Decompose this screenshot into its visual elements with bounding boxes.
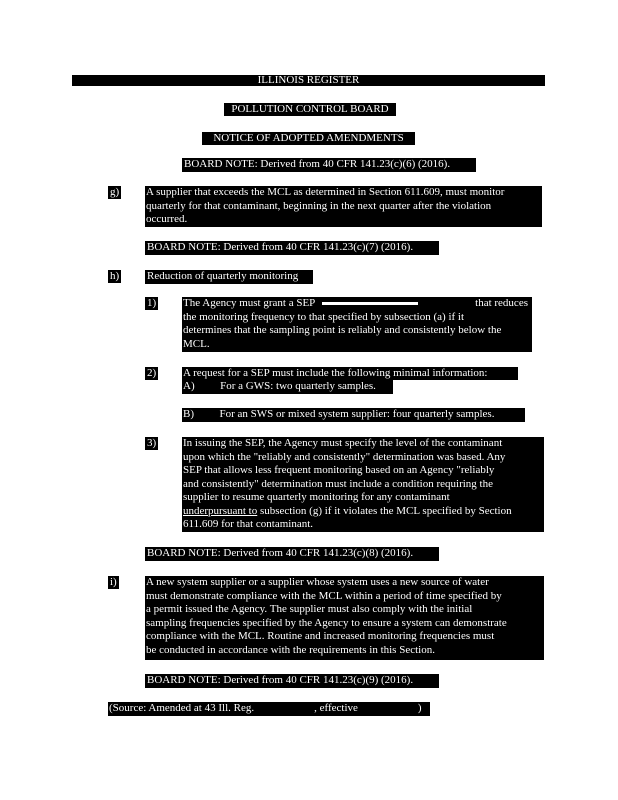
redaction-mark: [322, 302, 418, 305]
notice-title: NOTICE OF ADOPTED AMENDMENTS: [202, 132, 415, 145]
item-h2-label: 2): [147, 367, 157, 379]
source-note: (Source: Amended at 43 Ill. Reg. , effective ): [108, 702, 430, 716]
board-title: POLLUTION CONTROL BOARD: [224, 103, 396, 116]
item-h2-b: B) For an SWS or mixed system supplier: four quarterly samples.: [182, 408, 525, 422]
register-title: ILLINOIS REGISTER: [257, 74, 360, 86]
item-g-text: A supplier that exceeds the MCL as determined in Section 611.609, must monitor quarterly for that contaminant, beginning in the next quarter after the violation occurred.: [145, 186, 542, 227]
item-h1-text: The Agency must grant a SEP that reduces the monitoring frequency to that specified by subsection (a) if it determines that the sampling point is reliably and consistently below the MCL.: [182, 297, 532, 352]
item-h-title: Reduction of quarterly monitoring: [145, 270, 313, 284]
board-note-1: BOARD NOTE: Derived from 40 CFR 141.23(c)(6) (2016).: [182, 158, 476, 172]
item-h2-a: A) For a GWS: two quarterly samples.: [182, 380, 393, 394]
item-h1-label: 1): [147, 297, 157, 309]
item-i-label: i): [110, 576, 117, 588]
board-note-2: BOARD NOTE: Derived from 40 CFR 141.23(c)(7) (2016).: [145, 241, 439, 255]
board-note-4: BOARD NOTE: Derived from 40 CFR 141.23(c)(9) (2016).: [145, 674, 439, 688]
item-i-text: A new system supplier or a supplier whose system uses a new source of water must demonstrate compliance with the MCL within a period of time specified by a permit issued the Agency. The supplier must also comply with the initial sampling frequencies specified by the Agency to ensure a system can demonstrate compliance with the MCL. Routine and increased monitoring frequencies must be conducted in accordance with the requirements in this Section.: [145, 576, 544, 660]
board-note-3: BOARD NOTE: Derived from 40 CFR 141.23(c)(8) (2016).: [145, 547, 439, 561]
item-h-label: h): [110, 270, 120, 282]
item-h2-intro: A request for a SEP must include the following minimal information:: [182, 367, 518, 380]
item-h3-label: 3): [147, 437, 157, 449]
item-h3-text: In issuing the SEP, the Agency must specify the level of the contaminant upon which the "reliably and consistently" determination was based. Any SEP that allows less frequent monitoring based on an Agency "reliably and consistently" determination must include a condition requiring the supplier to resume quarterly monitoring for any contaminant underpursuant to subsection (g) if it violates the MCL specified by Section 611.609 for that contaminant.: [182, 437, 544, 532]
item-g-label: g): [110, 186, 120, 198]
register-header: [72, 75, 545, 86]
